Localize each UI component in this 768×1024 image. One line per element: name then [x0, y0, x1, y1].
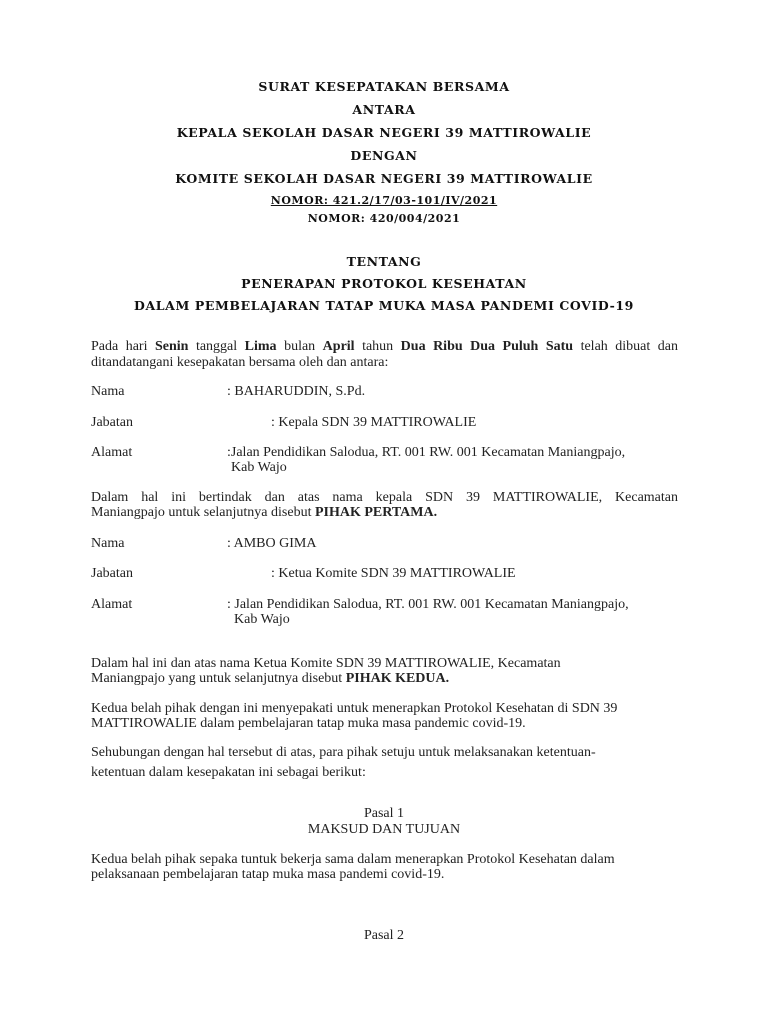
title-line-3: KEPALA SEKOLAH DASAR NEGERI 39 MATTIROWALIE [176, 125, 592, 140]
intro-line-2: ditandatangani kesepakatan bersama oleh dan antara: [91, 355, 389, 370]
party1-position-value: : Kepala SDN 39 MATTIROWALIE [271, 415, 477, 430]
party2-address-value-2: Kab Wajo [234, 612, 290, 627]
intro-month: April [322, 339, 355, 354]
party2-address-label: Alamat [91, 597, 133, 612]
pasal1-body-line-2: pelaksanaan pembelajaran tatap muka masa pandemi covid-19. [91, 867, 445, 882]
intro-year: Dua Ribu Dua Puluh Satu [400, 339, 574, 354]
subject-line-1: PENERAPAN PROTOKOL KESEHATAN [241, 276, 527, 291]
subject-line-2: DALAM PEMBELAJARAN TATAP MUKA MASA PANDEMI COVID-19 [134, 298, 634, 313]
following-line-1: Sehubungan dengan hal tersebut di atas, para pihak setuju untuk melaksanakan ketentuan- [91, 745, 596, 760]
title-line-1: SURAT KESEPATAKAN BERSAMA [258, 79, 510, 94]
following-line-2: ketentuan dalam kesepakatan ini sebagai berikut: [91, 765, 366, 780]
pasal1-body-line-1: Kedua belah pihak sepaka tuntuk bekerja sama dalam menerapkan Protokol Kesehatan dalam [91, 852, 615, 867]
title-line-4: DENGAN [350, 148, 418, 163]
party2-acting-line-2: Maniangpajo yang untuk selanjutnya disebut PIHAK KEDUA. [91, 671, 450, 686]
title-line-2: ANTARA [352, 102, 416, 117]
title-line-5: KOMITE SEKOLAH DASAR NEGERI 39 MATTIROWALIE [175, 171, 593, 186]
pasal1-title: MAKSUD DAN TUJUAN [307, 822, 461, 837]
nomor-1: NOMOR: 421.2/17/03-101/IV/2021 [270, 194, 498, 207]
pasal1-number: Pasal 1 [363, 806, 405, 821]
party1-acting-line-2: Maniangpajo untuk selanjutnya disebut PIHAK PERTAMA. [91, 505, 438, 520]
party1-name-value: : BAHARUDDIN, S.Pd. [227, 384, 366, 399]
pasal2-number: Pasal 2 [363, 928, 405, 943]
party2-role: PIHAK KEDUA. [345, 671, 450, 686]
party2-address-value-1: : Jalan Pendidikan Salodua, RT. 001 RW. 001 Kecamatan Maniangpajo, [227, 597, 629, 612]
agreement-line-2: MATTIROWALIE dalam pembelajaran tatap muka masa pandemic covid-19. [91, 716, 526, 731]
party2-name-label: Nama [91, 536, 125, 551]
party2-acting-line-1: Dalam hal ini dan atas nama Ketua Komite SDN 39 MATTIROWALIE, Kecamatan [91, 656, 561, 671]
party1-address-label: Alamat [91, 445, 133, 460]
intro-day: Senin [154, 339, 189, 354]
nomor-2: NOMOR: 420/004/2021 [307, 212, 461, 225]
party1-name-label: Nama [91, 384, 125, 399]
party1-position-label: Jabatan [91, 415, 133, 430]
party2-name-value: : AMBO GIMA [227, 536, 317, 551]
party2-position-value: : Ketua Komite SDN 39 MATTIROWALIE [271, 566, 516, 581]
party1-address-value-2: Kab Wajo [231, 460, 287, 475]
intro-line-1: Pada hari Senin tanggal Lima bulan April tahun Dua Ribu Dua Puluh Satu telah dibuat dan [91, 339, 678, 354]
party1-address-value-1: :Jalan Pendidikan Salodua, RT. 001 RW. 001 Kecamatan Maniangpajo, [227, 445, 626, 460]
agreement-line-1: Kedua belah pihak dengan ini menyepakati untuk menerapkan Protokol Kesehatan di SDN 39 [91, 701, 618, 716]
party1-acting-line-1: Dalam hal ini bertindak dan atas nama kepala SDN 39 MATTIROWALIE, Kecamatan [91, 490, 678, 505]
party1-role: PIHAK PERTAMA. [314, 505, 438, 520]
intro-date: Lima [244, 339, 277, 354]
party2-position-label: Jabatan [91, 566, 133, 581]
tentang-heading: TENTANG [346, 254, 422, 269]
